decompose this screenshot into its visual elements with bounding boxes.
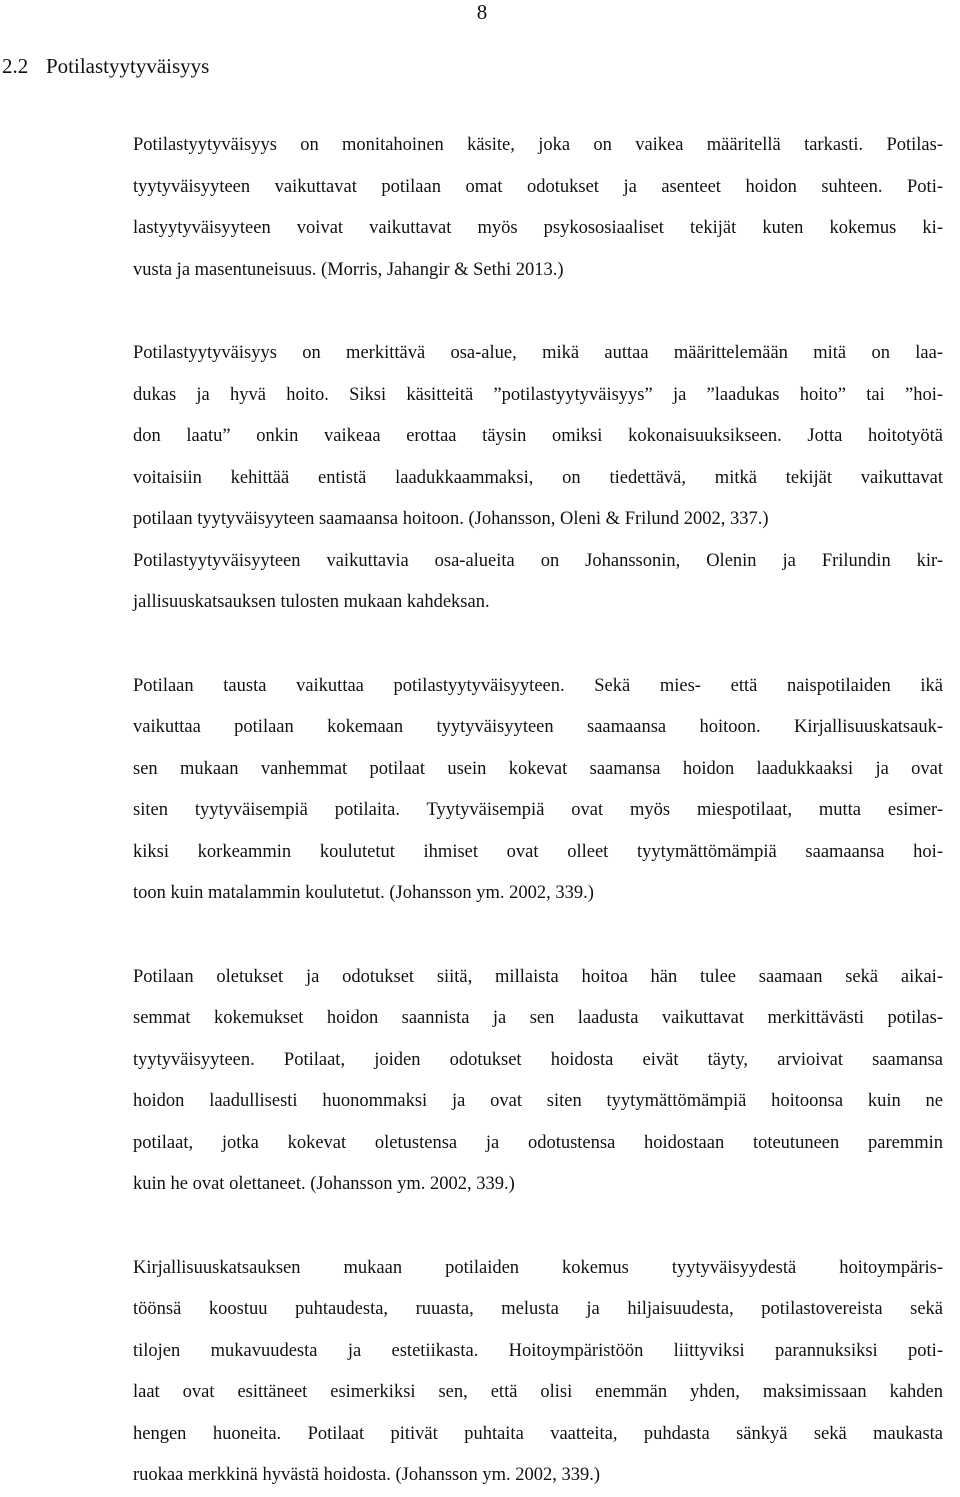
text-line: hengen huoneita. Potilaat pitivät puhtaita vaatteita, puhdasta sänkyä sekä maukasta — [133, 1423, 943, 1444]
text-line: semmat kokemukset hoidon saannista ja sen laadusta vaikuttavat merkittävästi potilas- — [133, 1008, 943, 1028]
text-line: vaikuttaa potilaan kokemaan tyytyväisyyteen saamaansa hoitoon. Kirjallisuuskatsauk- — [133, 717, 943, 737]
text-line: kuin he ovat olettaneet. (Johansson ym. 2002, 339.) — [133, 1174, 515, 1194]
text-line: potilaat, jotka kokevat oletustensa ja odotustensa hoidostaan toteutuneen paremmin — [133, 1132, 943, 1153]
text-line: tyytyväisyyteen vaikuttavat potilaan omat odotukset ja asenteet hoidon suhteen. Poti- — [133, 176, 943, 197]
text-line: don laatu” onkin vaikeaa erottaa täysin omiksi kokonaisuuksikseen. Jotta hoitotyötä — [133, 426, 943, 446]
text-line: kiksi korkeammin koulutetut ihmiset ovat olleet tyytymättömämpiä saamaansa hoi- — [133, 841, 943, 862]
text-line: vusta ja masentuneisuus. (Morris, Jahangir & Sethi 2013.) — [133, 259, 564, 280]
section-heading — [2, 52, 209, 80]
text-line: jallisuuskatsauksen tulosten mukaan kahdeksan. — [133, 592, 490, 612]
text-line: Potilastyytyväisyys on merkittävä osa-alue, mikä auttaa määrittelemään mitä on laa- — [133, 343, 943, 363]
section-title: Potilastyytyväisyys — [46, 54, 210, 78]
section-number: 2.2 — [2, 54, 29, 78]
paragraph — [133, 333, 943, 624]
paragraph — [133, 1248, 943, 1497]
paragraph — [133, 125, 943, 291]
text-line: ruokaa merkkinä hyvästä hoidosta. (Johansson ym. 2002, 339.) — [133, 1465, 601, 1485]
text-line: dukas ja hyvä hoito. Siksi käsitteitä ”potilastyytyväisyys” ja ”laadukas hoito” tai ”hoi- — [133, 384, 943, 405]
text-line: voitaisiin kehittää entistä laadukkaammaksi, on tiedettävä, mitkä tekijät vaikuttavat — [133, 467, 943, 488]
text-line: sen mukaan vanhemmat potilaat usein kokevat saamansa hoidon laadukkaaksi ja ovat — [133, 758, 943, 779]
text-line: toon kuin matalammin koulutetut. (Johansson ym. 2002, 339.) — [133, 883, 594, 903]
text-line: potilaan tyytyväisyyteen saamaansa hoitoon. (Johansson, Oleni & Frilund 2002, 337.) — [133, 509, 769, 529]
text-line: Potilaan oletukset ja odotukset siitä, millaista hoitoa hän tulee saamaan sekä aikai- — [133, 966, 943, 987]
text-line: lastyytyväisyyteen voivat vaikuttavat myös psykososiaaliset tekijät kuten kokemus ki- — [133, 218, 943, 238]
text-line: Kirjallisuuskatsauksen mukaan potilaiden kokemus tyytyväisyydestä hoitoympäris- — [133, 1257, 943, 1278]
body-text — [133, 125, 943, 1497]
text-line: tyytyväisyyteen. Potilaat, joiden odotukset hoidosta eivät täyty, arvioivat saamansa — [133, 1049, 943, 1070]
text-line: siten tyytyväisempiä potilaita. Tyytyväisempiä ovat myös miespotilaat, mutta esimer- — [133, 800, 943, 820]
paragraph — [133, 957, 943, 1206]
text-line: Potilastyytyväisyys on monitahoinen käsite, joka on vaikea määritellä tarkasti. Potilas- — [133, 135, 943, 155]
text-line: tilojen mukavuudesta ja estetiikasta. Hoitoympäristöön liittyviksi parannuksiksi poti- — [133, 1340, 943, 1361]
text-line: Potilastyytyväisyyteen vaikuttavia osa-alueita on Johanssonin, Olenin ja Frilundin kir- — [133, 550, 943, 571]
text-line: töönsä koostuu puhtaudesta, ruuasta, melusta ja hiljaisuudesta, potilastovereista sekä — [133, 1299, 943, 1319]
text-line: laat ovat esittäneet esimerkiksi sen, että olisi enemmän yhden, maksimissaan kahden — [133, 1382, 943, 1402]
paragraph — [133, 666, 943, 915]
text-line: hoidon laadullisesti huonommaksi ja ovat siten tyytymättömämpiä hoitoonsa kuin ne — [133, 1091, 943, 1111]
page-number: 8 — [476, 0, 488, 24]
text-line: Potilaan tausta vaikuttaa potilastyytyväisyyteen. Sekä mies- että naispotilaiden ikä — [133, 675, 943, 696]
